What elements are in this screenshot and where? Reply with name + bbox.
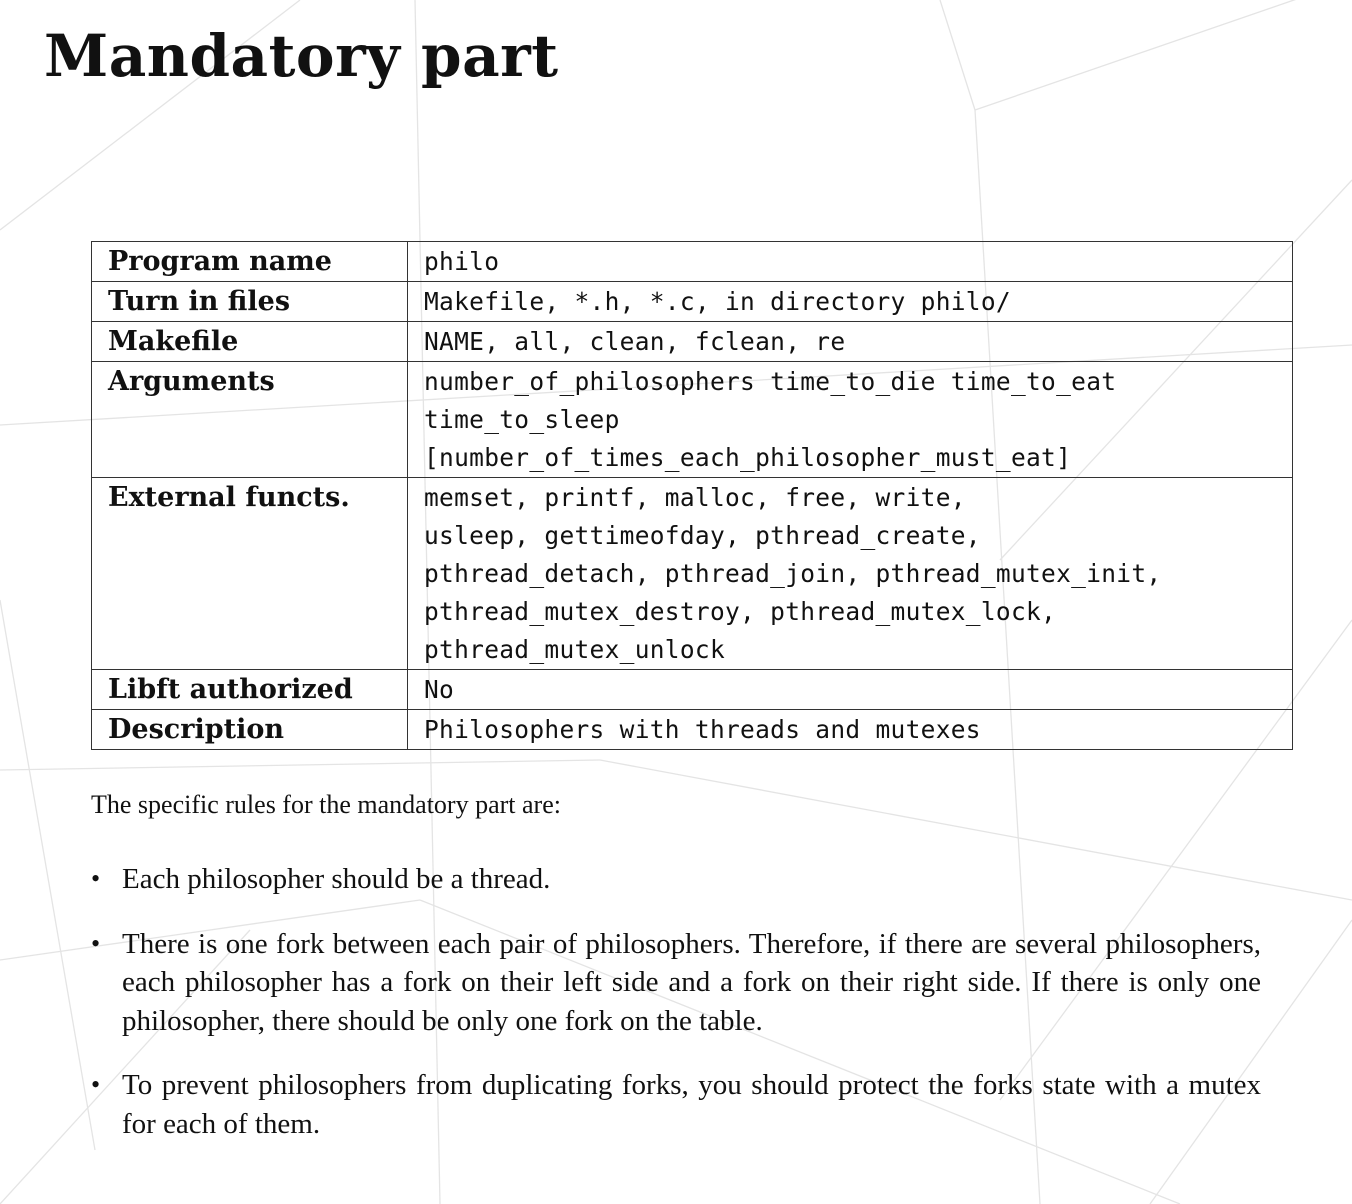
spec-row <box>92 710 1293 750</box>
spec-value <box>408 710 1293 750</box>
bullet-icon: • <box>91 1070 101 1099</box>
spec-value-line: pthread_detach, pthread_join, pthread_mutex_init, <box>424 559 1162 588</box>
rule-item <box>91 925 1261 1041</box>
spec-value-line: number_of_philosophers time_to_die time_to_eat <box>424 367 1117 396</box>
spec-label: Makefile <box>92 322 408 362</box>
spec-value <box>408 362 1293 478</box>
rules-list <box>91 860 1261 1169</box>
spec-label: Program name <box>92 242 408 282</box>
spec-row <box>92 322 1293 362</box>
spec-row <box>92 670 1293 710</box>
spec-value <box>408 242 1293 282</box>
spec-label: Libft authorized <box>92 670 408 710</box>
spec-value-line: No <box>424 675 455 704</box>
spec-value-line: usleep, gettimeofday, pthread_create, <box>424 521 981 550</box>
spec-value <box>408 670 1293 710</box>
spec-row <box>92 478 1293 670</box>
rule-text: Each philosopher should be a thread. <box>122 863 551 895</box>
spec-row <box>92 282 1293 322</box>
rule-item <box>91 860 1261 899</box>
spec-row <box>92 362 1293 478</box>
bullet-icon: • <box>91 864 101 893</box>
spec-value <box>408 322 1293 362</box>
rule-item <box>91 1066 1261 1143</box>
spec-value-line: Makefile, *.h, *.c, in directory philo/ <box>424 287 1011 316</box>
page-title: Mandatory part <box>44 22 559 90</box>
spec-value-line: NAME, all, clean, fclean, re <box>424 327 846 356</box>
bullet-icon: • <box>91 928 101 958</box>
spec-value-line: time_to_sleep <box>424 405 620 434</box>
spec-label: Turn in files <box>92 282 408 322</box>
spec-value <box>408 282 1293 322</box>
spec-value-line: pthread_mutex_destroy, pthread_mutex_lock, <box>424 597 1057 626</box>
spec-value-line: [number_of_times_each_philosopher_must_eat] <box>424 443 1072 472</box>
spec-value-line: Philosophers with threads and mutexes <box>424 715 981 744</box>
spec-label: Arguments <box>92 362 408 478</box>
spec-value-line: philo <box>424 247 500 276</box>
project-spec-table <box>91 241 1293 750</box>
spec-row <box>92 242 1293 282</box>
spec-label: External functs. <box>92 478 408 670</box>
spec-label: Description <box>92 710 408 750</box>
rule-text: To prevent philosophers from duplicating forks, you should protect the forks state with a mutex for each of them. <box>122 1069 1261 1140</box>
rules-intro: The specific rules for the mandatory part are: <box>91 790 561 819</box>
spec-value-line: memset, printf, malloc, free, write, <box>424 483 966 512</box>
spec-value <box>408 478 1293 670</box>
spec-value-line: pthread_mutex_unlock <box>424 635 726 664</box>
rule-text: There is one fork between each pair of philosophers. Therefore, if there are several philosophers, each philosopher has a fork on their left side and a fork on their right side. If there is only one philosopher, there should be only one fork on the table. <box>122 927 1261 1037</box>
